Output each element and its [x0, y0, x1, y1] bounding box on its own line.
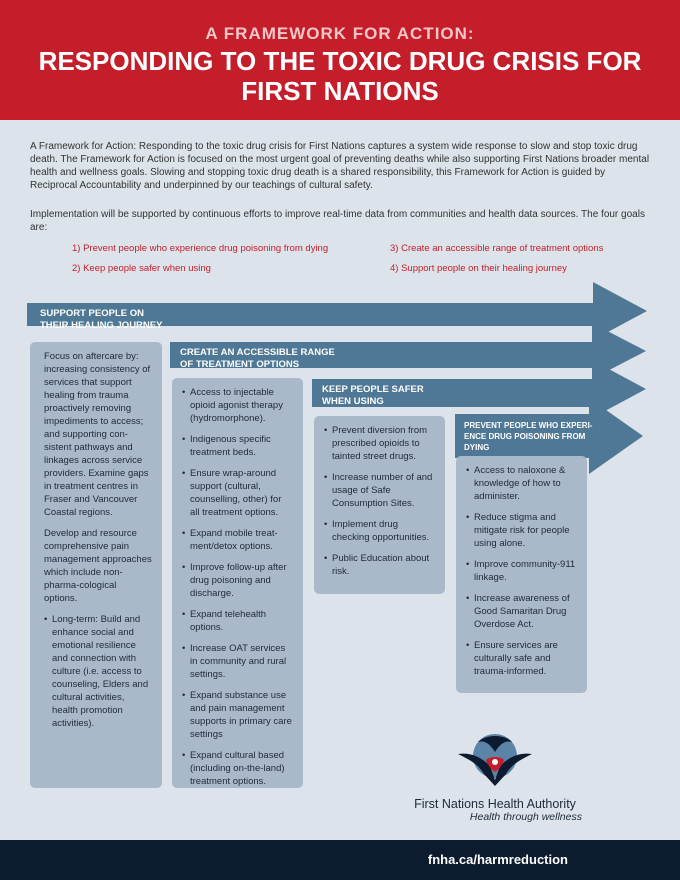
list-item: • Expand mobile treat-ment/detox options.	[182, 527, 293, 553]
goal-4: 4) Support people on their healing journey	[390, 263, 567, 274]
list-item: • Access to naloxone & knowledge of how to administer.	[466, 464, 577, 503]
arrow-label-keep-safer: KEEP PEOPLE SAFER WHEN USING	[322, 384, 424, 407]
panel-support-healing-text-1: Focus on aftercare by: increasing consistency of services that support healing from trauma proactively removing impediments to access; and supporting con-sistent pathways and linkages across service providers. Examine gaps in treatment centres in Fraser and Vancouver Coastal regions.	[44, 351, 151, 518]
list-item: • Expand telehealth options.	[182, 608, 293, 634]
list-item: • Public Education about risk.	[324, 552, 435, 578]
list-item: • Increase number of and usage of Safe Consumption Sites.	[324, 471, 435, 510]
list-item: • Increase awareness of Good Samaritan Drug Overdose Act.	[466, 592, 577, 631]
list-item: • Ensure services are culturally safe and trauma-informed.	[466, 639, 577, 678]
footer-bar	[0, 840, 680, 880]
arrow-label-prevent-dying: PREVENT PEOPLE WHO EXPERI- ENCE DRUG POISONING FROM DYING	[464, 421, 593, 452]
header-banner	[0, 0, 680, 120]
eagle-emblem-icon	[450, 730, 540, 788]
header-kicker: A FRAMEWORK FOR ACTION:	[205, 24, 475, 43]
fnha-logo	[400, 730, 590, 823]
panel-support-healing-text-2: Develop and resource comprehensive pain management approaches which include non-pharma-cological options.	[44, 528, 152, 604]
list-item: • Ensure wrap-around support (cultural, counselling, other) for all treatment options.	[182, 467, 293, 519]
panel-treatment-options	[172, 378, 303, 788]
panel-support-healing	[30, 342, 162, 788]
logo-name: First Nations Health Authority	[414, 797, 576, 811]
list-item: • Improve follow-up after drug poisoning and discharge.	[182, 561, 293, 600]
list-item: • Implement drug checking opportunities.	[324, 518, 435, 544]
panel-prevent-dying	[456, 456, 587, 693]
list-item: • Improve community-911 linkage.	[466, 558, 577, 584]
intro-goals-lead: Implementation will be supported by continuous efforts to improve real-time data from communities and health data sources. The four goals are:	[30, 209, 645, 233]
list-item: • Expand substance use and pain management supports in primary care settings	[182, 689, 293, 741]
list-item: • Indigenous specific treatment beds.	[182, 433, 293, 459]
panel-support-healing-item: • Long-term: Build and enhance social and emotional resilience and connection with culture (i.e. access to counseling, Elders and cultural activities, health promotion activities).	[44, 613, 152, 730]
logo-tagline: Health through wellness	[469, 811, 582, 823]
list-item: • Expand cultural based (including on-the-land) treatment options.	[182, 749, 293, 788]
arrow-label-support-healing: SUPPORT PEOPLE ON THEIR HEALING JOURNEY	[40, 308, 163, 331]
goal-1: 1) Prevent people who experience drug poisoning from dying	[72, 243, 329, 254]
list-item: • Reduce stigma and mitigate risk for people using alone.	[466, 511, 577, 550]
page-title: RESPONDING TO THE TOXIC DRUG CRISIS FOR FIRST NATIONS	[38, 46, 642, 106]
goal-2: 2) Keep people safer when using	[72, 263, 211, 274]
arrow-label-treatment-options: CREATE AN ACCESSIBLE RANGE OF TREATMENT OPTIONS	[180, 347, 335, 370]
intro-paragraph: A Framework for Action: Responding to the toxic drug crisis for First Nations captures a system wide response to slow and stop toxic drug death. The Framework for Action is focused on the most urgent goal of preventing deaths while also supporting First Nations broader mental health and wellness goals. Slowing and stopping toxic drug death is a shared responsibility, this Framework for Action is guided by Reciprocal Accountability and underpinned by our teachings of cultural safety.	[30, 141, 650, 191]
list-item: • Access to injectable opioid agonist therapy (hydromorphone).	[182, 386, 293, 425]
list-item: • Increase OAT services in community and rural settings.	[182, 642, 293, 681]
goal-3: 3) Create an accessible range of treatment options	[390, 243, 604, 254]
list-item: • Prevent diversion from prescribed opioids to tainted street drugs.	[324, 424, 435, 463]
panel-keep-safer	[314, 416, 445, 594]
footer-url-link[interactable]: fnha.ca/harmreduction	[427, 852, 568, 867]
